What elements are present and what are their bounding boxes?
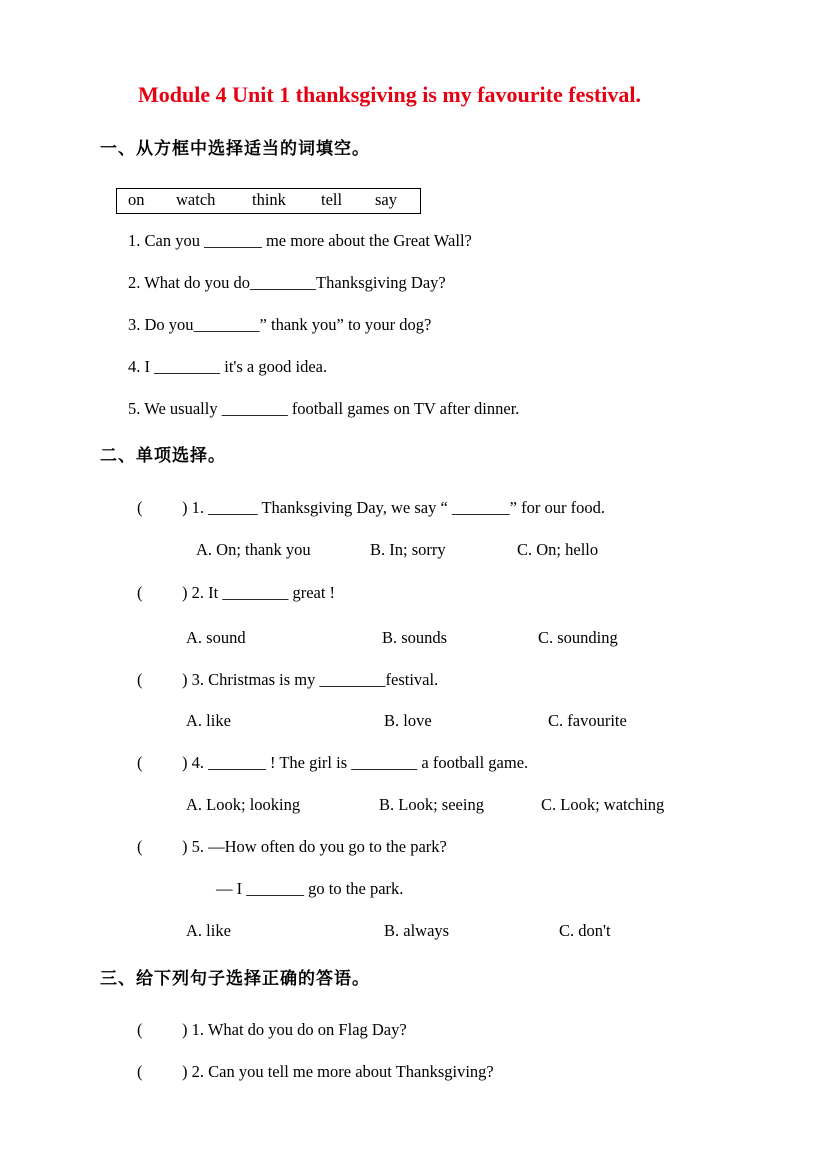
- option-c: C. favourite: [548, 711, 627, 730]
- choice-question: ) 5. —How often do you go to the park?: [182, 837, 447, 856]
- section1-heading: 一、从方框中选择适当的词填空。: [100, 139, 370, 159]
- fill-question: 5. We usually ________ football games on TV after dinner.: [128, 399, 520, 418]
- answer-paren: (: [137, 498, 143, 517]
- word-box-item: on: [128, 190, 145, 209]
- word-box-item: tell: [321, 190, 343, 209]
- fill-question: 2. What do you do________Thanksgiving Day?: [128, 273, 446, 292]
- option-a: A. sound: [186, 628, 246, 647]
- answer-paren: (: [137, 1062, 143, 1081]
- choice-question-reply: — I _______ go to the park.: [216, 879, 404, 898]
- option-a: A. On; thank you: [196, 540, 311, 559]
- option-b: B. sounds: [382, 628, 448, 647]
- answer-paren: (: [137, 670, 143, 689]
- match-question: ) 2. Can you tell me more about Thanksgiving?: [182, 1062, 494, 1081]
- option-a: A. like: [186, 711, 231, 730]
- option-c: C. sounding: [538, 628, 618, 647]
- option-b: B. always: [384, 921, 450, 940]
- word-box-item: watch: [176, 190, 216, 209]
- fill-question: 3. Do you________” thank you” to your dog?: [128, 315, 432, 334]
- section2-heading: 二、单项选择。: [100, 446, 226, 466]
- option-a: A. like: [186, 921, 231, 940]
- word-box-item: say: [375, 190, 397, 209]
- word-box-item: think: [252, 190, 286, 209]
- answer-paren: (: [137, 753, 143, 772]
- choice-question: ) 1. ______ Thanksgiving Day, we say “ _______” for our food.: [182, 498, 605, 517]
- match-question: ) 1. What do you do on Flag Day?: [182, 1020, 407, 1039]
- choice-question: ) 4. _______ ! The girl is ________ a football game.: [182, 753, 529, 772]
- answer-paren: (: [137, 583, 143, 602]
- answer-paren: (: [137, 837, 143, 856]
- option-c: C. On; hello: [517, 540, 599, 559]
- option-c: C. don't: [559, 921, 611, 940]
- fill-question: 4. I ________ it's a good idea.: [128, 357, 328, 376]
- choice-question: ) 3. Christmas is my ________festival.: [182, 670, 439, 689]
- option-c: C. Look; watching: [541, 795, 665, 814]
- choice-question: ) 2. It ________ great !: [182, 583, 336, 602]
- option-b: B. love: [384, 711, 432, 730]
- answer-paren: (: [137, 1020, 143, 1039]
- worksheet-title: Module 4 Unit 1 thanksgiving is my favourite festival.: [138, 82, 641, 107]
- option-b: B. In; sorry: [370, 540, 446, 559]
- option-b: B. Look; seeing: [379, 795, 484, 814]
- section3-heading: 三、给下列句子选择正确的答语。: [100, 969, 370, 989]
- fill-question: 1. Can you _______ me more about the Great Wall?: [128, 231, 472, 250]
- option-a: A. Look; looking: [186, 795, 301, 814]
